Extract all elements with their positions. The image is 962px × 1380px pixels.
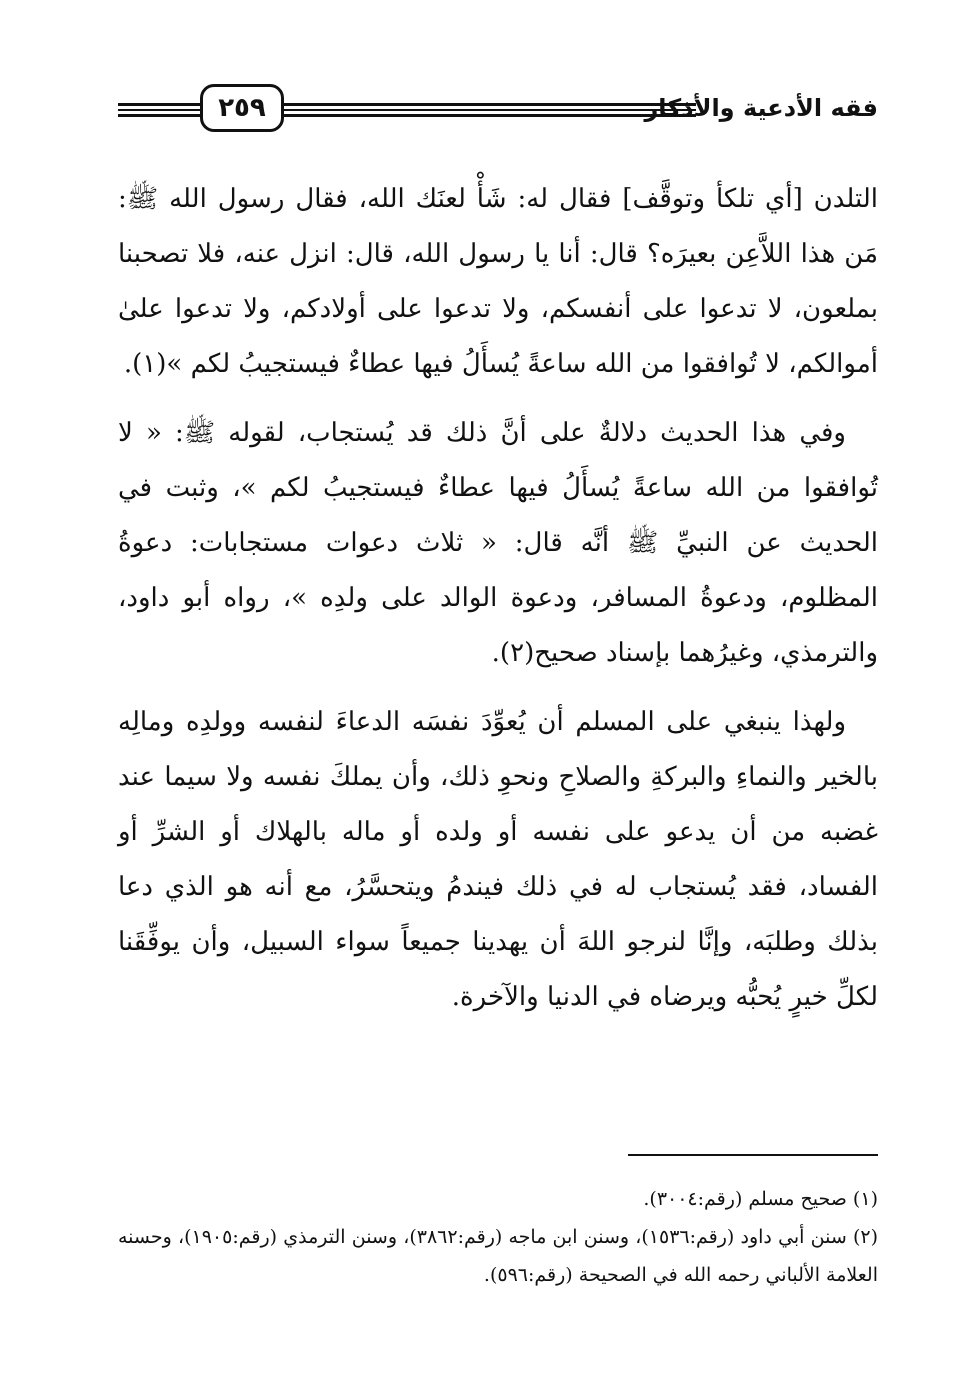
header-rule-left xyxy=(118,103,200,117)
footnotes xyxy=(118,1180,878,1294)
paragraph-3: ولهذا ينبغي على المسلم أن يُعوِّدَ نفسَه الدعاءَ لنفسه وولدِه ومالِه بالخير والنماءِ والبركةِ والصلاحِ ونحوِ ذلك، وأن يملكَ نفسه ولا سيما عند غضبه من أن يدعو على نفسه أو ولده أو ماله بالهلاك أو الشرِّ أو الفساد، فقد يُستجاب له في ذلك فيندمُ ويتحسَّرُ، مع أنه هو الذي دعا بذلك وطلبَه، وإنَّا لنرجو اللهَ أن يهدينا جميعاً سواء السبيل، وأن يوفِّقَنا لكلِّ خيرٍ يُحبُّه ويرضاه في الدنيا والآخرة. xyxy=(118,707,878,1012)
footnote-divider xyxy=(628,1154,878,1156)
footnote-2: (٢) سنن أبي داود (رقم:١٥٣٦)، وسنن ابن ماجه (رقم:٣٨٦٢)، وسنن الترمذي (رقم:١٩٠٥)، وحسنه العلامة الألباني رحمه الله في الصحيحة (رقم:٥٩٦). xyxy=(118,1226,878,1286)
main-text xyxy=(118,172,878,1039)
page-number: ٢٥٩ xyxy=(200,84,284,132)
running-title: فقه الأدعية والأذكار xyxy=(644,94,878,122)
header-rule-right xyxy=(284,103,696,117)
footnote-1: (١) صحيح مسلم (رقم:٣٠٠٤). xyxy=(643,1188,878,1210)
paragraph-2: وفي هذا الحديث دلالةٌ على أنَّ ذلك قد يُستجاب، لقوله ﷺ: « لا تُوافقوا من الله ساعةً يُسأَلُ فيها عطاءٌ فيستجيبُ لكم »، وثبت في الحديث عن النبيِّ ﷺ أنَّه قال: « ثلاث دعوات مستجابات: دعوةُ المظلوم، ودعوةُ المسافر، ودعوة الوالد على ولدِه »، رواه أبو داود، والترمذي، وغيرُهما بإسناد صحيح(٢). xyxy=(118,418,878,668)
page-header xyxy=(118,82,878,142)
paragraph-1: التلدن [أي تلكأ وتوقَّف] فقال له: شَأْ لعنَك الله، فقال رسول الله ﷺ: مَن هذا اللاَّعِن بعيرَه؟ قال: أنا يا رسول الله، قال: انزل عنه، فلا تصحبنا بملعون، لا تدعوا على أنفسكم، ولا تدعوا على أولادكم، ولا تدعوا علىٰ أموالكم، لا تُوافقوا من الله ساعةً يُسأَلُ فيها عطاءٌ فيستجيبُ لكم »(١). xyxy=(118,184,878,379)
